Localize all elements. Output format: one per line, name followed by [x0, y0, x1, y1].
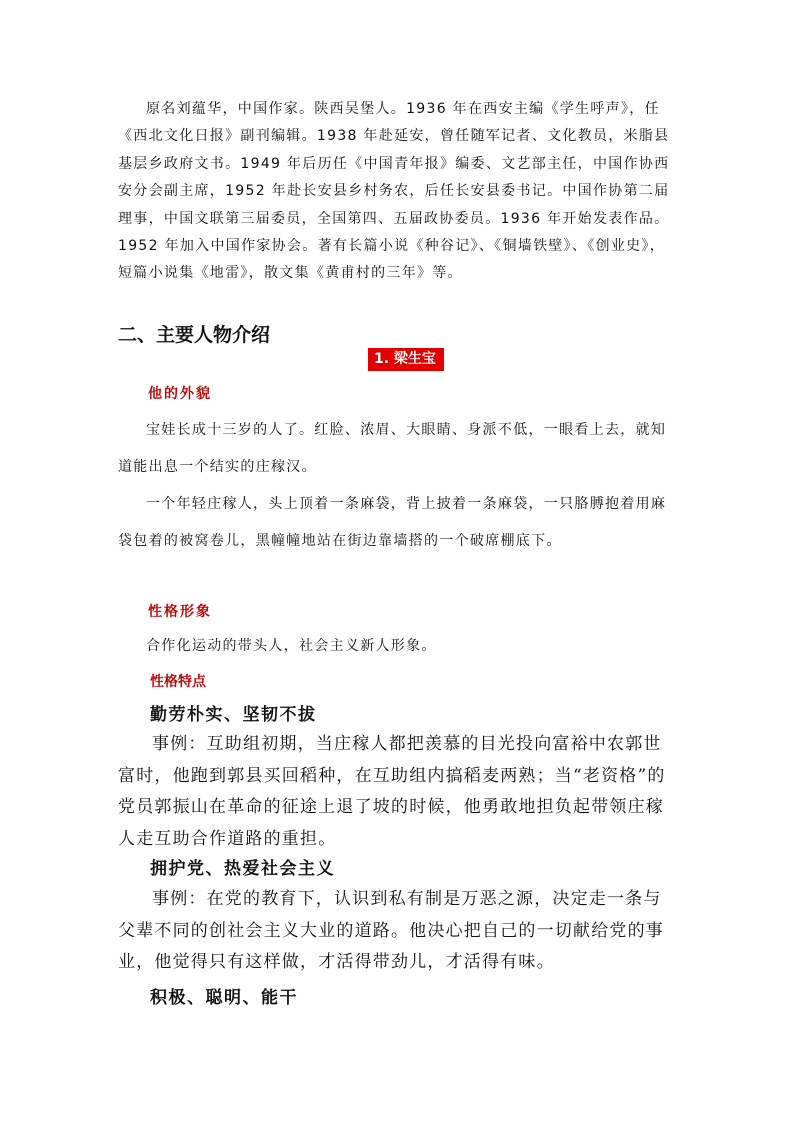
character-badge-wrap	[368, 348, 444, 371]
traits-heading: 性格特点	[150, 674, 206, 690]
image-text	[118, 628, 678, 665]
trait-2-paragraph: 事例：在党的教育下，认识到私有制是万恶之源，决定走一条与父辈不同的创社会主义大业的道路。他决心把自己的一切献给党的事业，他觉得只有这样做，才活得带劲儿，才活得有味。	[118, 889, 664, 972]
author-intro	[118, 96, 678, 288]
appearance-paragraph-2: 一个年轻庄稼人，头上顶着一条麻袋，背上披着一条麻袋，一只胳膊抱着用麻袋包着的被窝卷儿，黑幢幢地站在街边靠墙搭的一个破席棚底下。	[118, 496, 667, 549]
image-heading: 性格形象	[148, 604, 212, 620]
appearance-paragraph-1: 宝娃长成十三岁的人了。红脸、浓眉、大眼睛、身派不低，一眼看上去，就知道能出息一个结实的庄稼汉。	[118, 422, 667, 475]
trait-1-title: 勤劳朴实、坚韧不拔	[150, 705, 317, 725]
section-heading: 二、主要人物介绍	[118, 324, 271, 346]
appearance-heading: 他的外貌	[148, 386, 212, 402]
image-paragraph: 合作化运动的带头人，社会主义新人形象。	[146, 638, 437, 654]
trait-2-title: 拥护党、热爱社会主义	[150, 859, 335, 879]
trait-2-text	[118, 884, 678, 979]
author-intro-paragraph: 原名刘蕴华，中国作家。陕西吴堡人。1936 年在西安主编《学生呼声》，任《西北文化日报》副刊编辑。1938 年赴延安，曾任随军记者、文化教员，米脂县基层乡政府文书。1949 年后历任《中国青年报》编委、文艺部主任，中国作协西安分会副主席，1952 年赴长安县乡村务农，后任长安县委书记。中国作协第二届理事，中国文联第三届委员，全国第四、五届政协委员。1936 年开始发表作品。1952 年加入中国作家协会。著有长篇小说《种谷记》、《铜墙铁壁》、《创业史》，短篇小说集《地雷》，散文集《黄甫村的三年》等。	[118, 101, 670, 282]
trait-3-title: 积极、聪明、能干	[150, 988, 298, 1008]
trait-1-paragraph: 事例：互助组初期，当庄稼人都把羡慕的目光投向富裕中农郭世富时，他跑到郭县买回稻种，在互助组内搞稻麦两熟；当“老资格”的党员郭振山在革命的征途上退了坡的时候，他勇敢地担负起带领庄稼人走互助合作道路的重担。	[118, 734, 666, 849]
character-badge: 1. 梁生宝	[368, 348, 444, 371]
trait-1-text	[118, 729, 678, 855]
appearance-text	[118, 412, 678, 560]
